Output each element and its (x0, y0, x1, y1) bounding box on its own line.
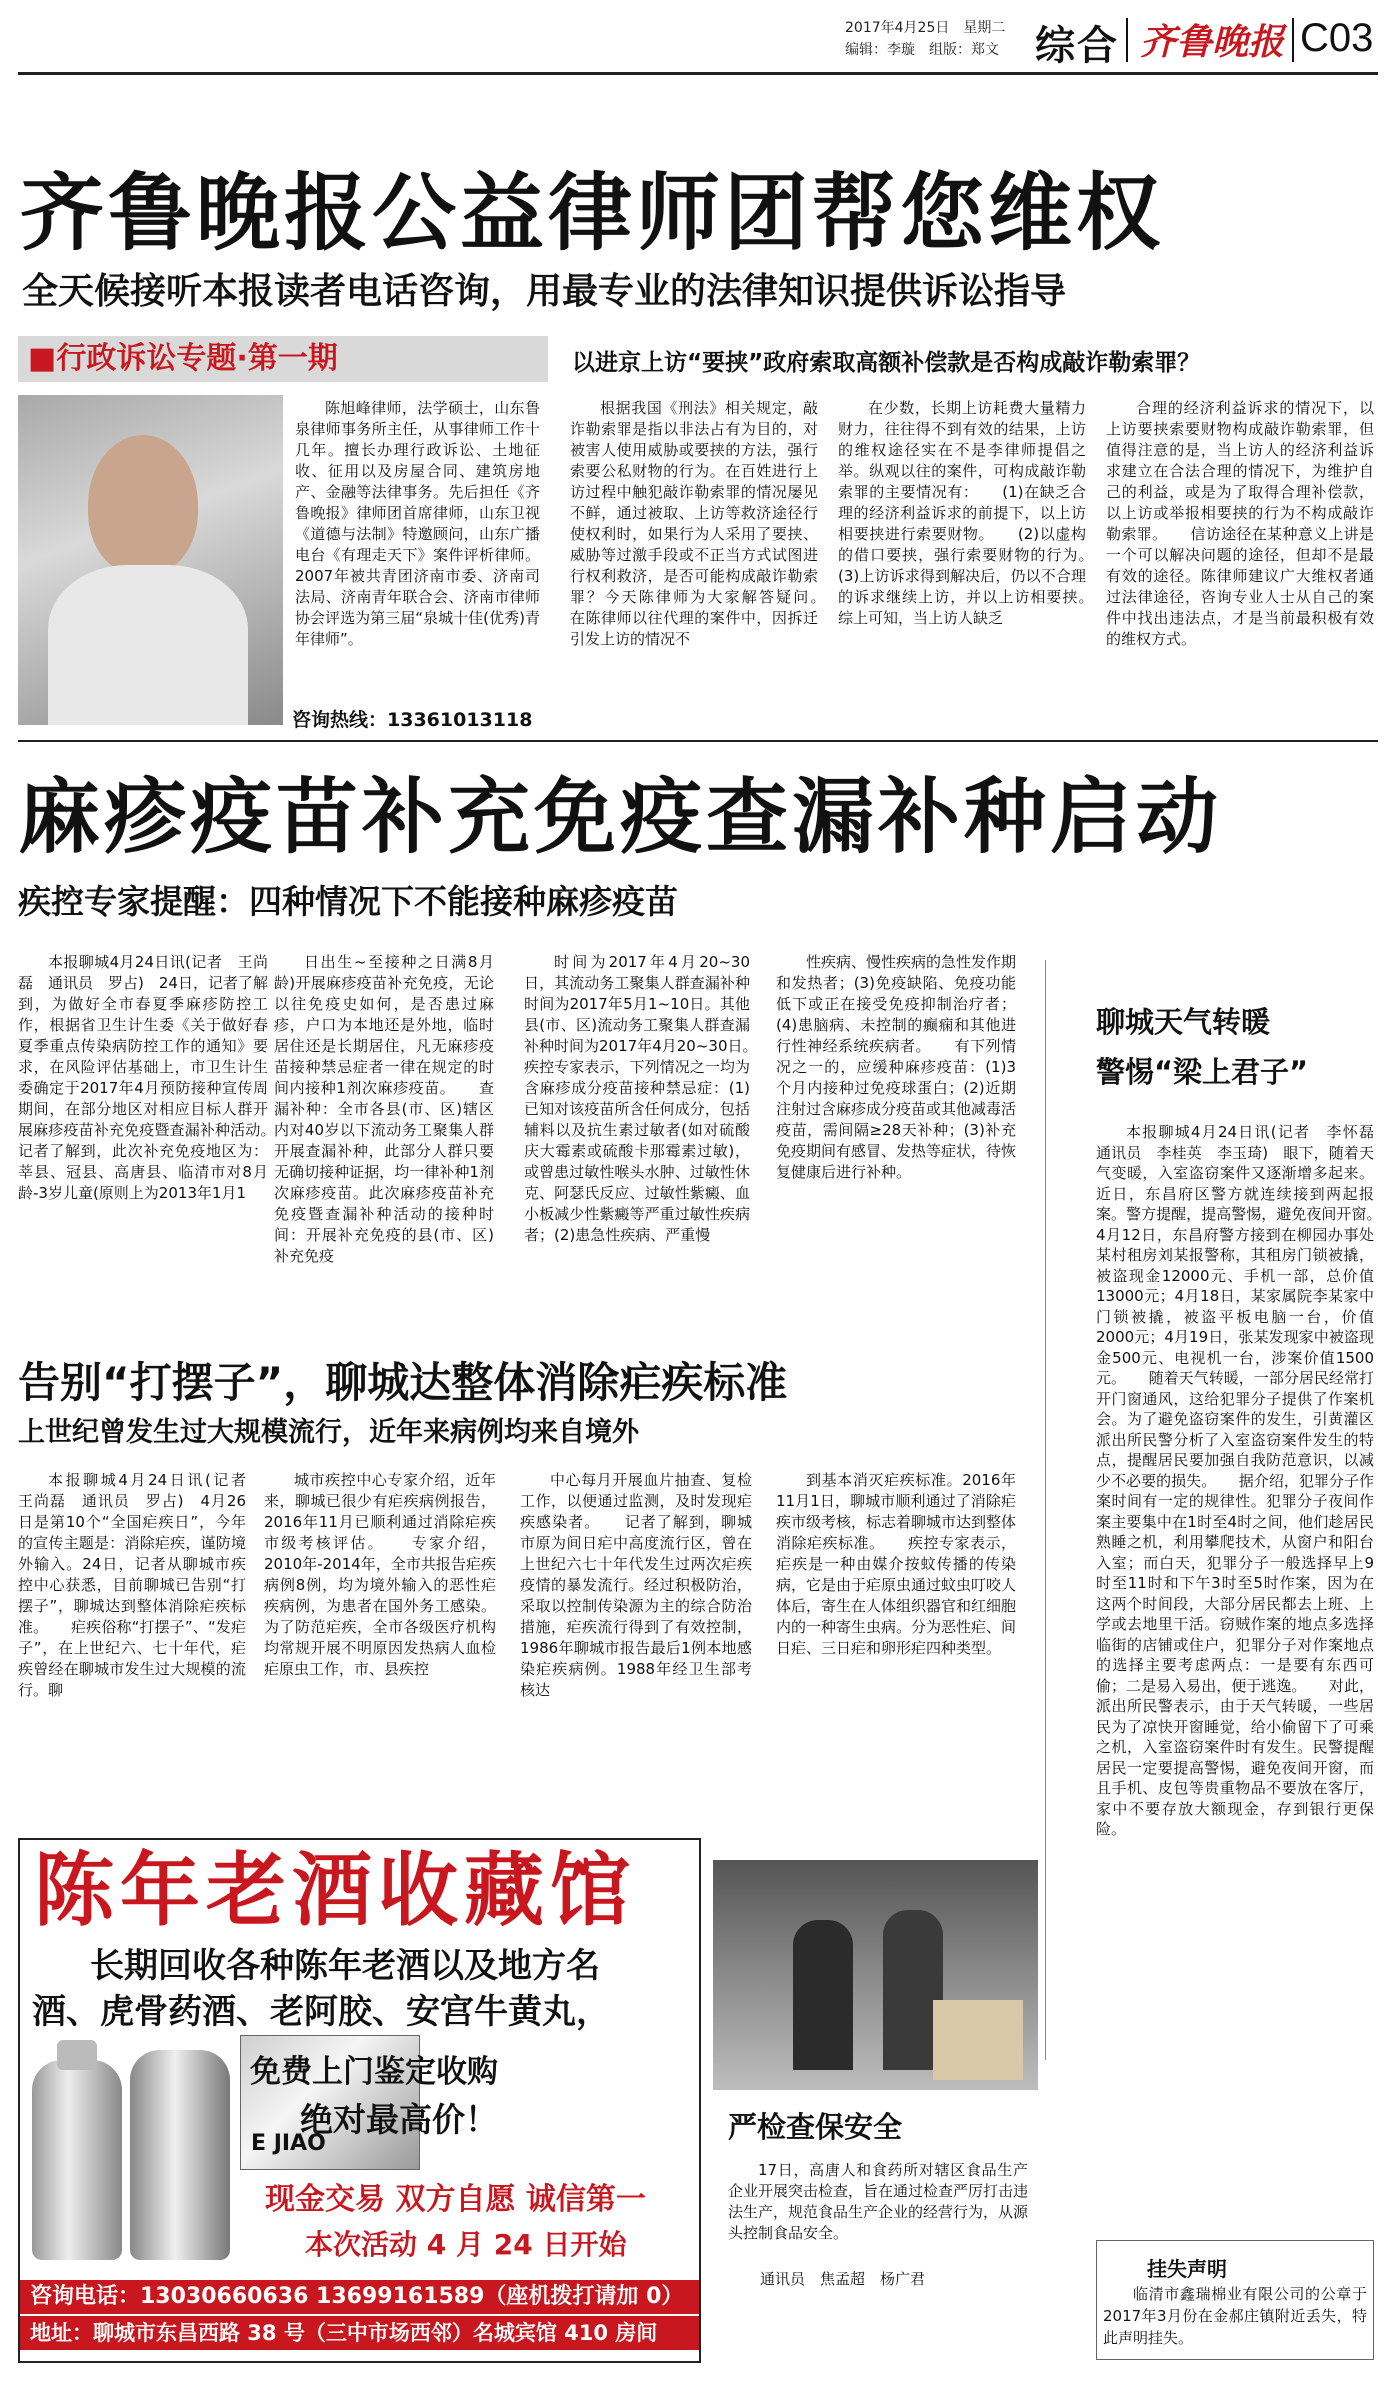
measles-headline: 麻疹疫苗补充免疫查漏补种启动 (18, 770, 1223, 865)
header-divider (1126, 18, 1128, 62)
ad-phone: 咨询电话：13030660636 13699161589（座机拨打请加 0） (20, 2280, 699, 2314)
inspection-credit: 通讯员 焦孟超 杨广君 (760, 2270, 926, 2288)
malaria-subhead: 上世纪曾发生过大规模流行，近年来病例均来自境外 (18, 1417, 639, 1448)
header-divider (1292, 18, 1294, 62)
lawyer-col-2: 在少数，长期上访耗费大量精力财力，往往得不到有效的结果，上访的维权途径实在不是李律师提倡之举。纵观以往的案件，可构成敲诈勒索罪的主要情况有： (1)在缺乏合理的经济利益诉求的前提下，以上访相要挟进行索要财物。 (2)以虚构的借口要挟，强行索要财物的行为。 (3)上访诉求得到解决后，仍以不合理的诉求继续上访，并以上访相要挟。 综上可知，当上访人缺乏 (838, 399, 1086, 627)
liquor-ad (18, 1838, 701, 2363)
section-rule (18, 740, 1378, 742)
lost-notice (1096, 2240, 1374, 2360)
ad-line-1: 长期回收各种陈年老酒以及地方名 (90, 1946, 600, 1986)
notice-body: 临清市鑫瑞棉业有限公司的公章于2017年3月份在金郝庄镇附近丢失，特此声明挂失。 (1103, 2285, 1367, 2347)
lawyer-photo (18, 395, 283, 725)
malaria-col-4: 到基本消灭疟疾标准。2016年11月1日，聊城市顺利通过了消除疟疾市级考核，标志着聊城市达到整体消除疟疾标准。 疾控专家表示，疟疾是一种由媒介按蚊传播的传染病，它是由于疟原虫通过蚊虫叮咬人体后，寄生在人体组织器官和红细胞内的一种寄生虫病。分为恶性疟、间日疟、三日疟和卵形疟四种类型。 (776, 1471, 1016, 1657)
inspection-body: 17日，高唐人和食药所对辖区食品生产企业开展突击检查，旨在通过检查严厉打击违法生产，规范食品生产企业的经营行为，从源头控制食品安全。 (728, 2161, 1028, 2242)
liquor-bottle (32, 2060, 122, 2260)
lawyer-question: 以进京上访“要挟”政府索取高额补偿款是否构成敲诈勒索罪？ (572, 350, 1201, 376)
weather-title-2: 警惕“梁上君子” (1096, 1055, 1309, 1089)
section-name: 综合 (1035, 23, 1119, 69)
column-divider (1045, 960, 1046, 2060)
measles-col-3: 时间为2017年4月20~30日，其流动务工聚集人群查漏补种时间为2017年5月1~10日。其他县(市、区)流动务工聚集人群查漏补种时间为2017年4月20~30日。 疾控专家表示，下列情况之一均为含麻疹成分疫苗接种禁忌症：(1)已知对该疫苗所含任何成分，包括辅料以及抗生素过敏者(如对硫酸庆大霉素或硫酸卡那霉素过敏)，或曾患过敏性喉头水肿、过敏性休克、阿瑟氏反应、过敏性紫癜、血小板减少性紫癜等严重过敏性疾病者；(2)患急性疾病、严重慢 (524, 953, 750, 1244)
lawyer-headline: 齐鲁晚报公益律师团帮您维权 (20, 164, 1165, 262)
bottle-cap (57, 2040, 97, 2070)
boxes (933, 2000, 1023, 2080)
lawyer-hotline: 咨询热线：13361013118 (292, 709, 533, 731)
header-rule (18, 72, 1378, 75)
malaria-col-1: 本报聊城4月24日讯(记者 王尚磊 通讯员 罗占) 4月26日是第10个“全国疟疾日”，今年的宣传主题是：消除疟疾，谨防境外输入。24日，记者从聊城市疾控中心获悉，目前聊城已告别“打摆子”，聊城达到整体消除疟疾标准。 疟疾俗称“打摆子”、“发疟子”，在上世纪六、七十年代，疟疾曾经在聊城市发生过大规模的流行。聊 (18, 1471, 246, 1699)
notice-title: 挂失声明 (1147, 2257, 1227, 2281)
inspection-title: 严检查保安全 (728, 2110, 903, 2144)
weather-title-1: 聊城天气转暖 (1096, 1005, 1271, 1039)
portrait-shirt (48, 565, 248, 725)
liquor-bottle (130, 2050, 230, 2260)
measles-col-4: 性疾病、慢性疾病的急性发作期和发热者；(3)免疫缺陷、免疫功能低下或正在接受免疫抑制治疗者；(4)患脑病、未控制的癫痫和其他进行性神经系统疾病者。 有下列情况之一的，应缓种麻疹疫苗：(1)3个月内接种过免疫球蛋白；(2)近期注射过含麻疹成分疫苗或其他减毒活疫苗，需间隔≥28天补种；(3)补充免疫期间有感冒、发热等症状，待恢复健康后进行补种。 (776, 953, 1016, 1181)
measles-col-1: 本报聊城4月24日讯(记者 王尚磊 通讯员 罗占) 24日，记者了解到，为做好全市春夏季麻疹防控工作，根据省卫生计生委《关于做好春夏季重点传染病防控工作的通知》要求，在风险评估基础上，市卫生计生委确定于2017年4月预防接种宣传周期间，在部分地区对相应目标人群开展麻疹疫苗补充免疫暨查漏补种活动。 记者了解到，此次补充免疫地区为：莘县、冠县、高唐县、临清市对8月龄-3岁儿童(原则上为2013年1月1 (18, 953, 268, 1202)
lawyer-subhead: 全天候接听本报读者电话咨询，用最专业的法律知识提供诉讼指导 (22, 271, 1067, 312)
malaria-col-2: 城市疾控中心专家介绍，近年来，聊城已很少有疟疾病例报告，2016年11月已顺利通过消除疟疾市级考核评估。 专家介绍，2010年-2014年，全市共报告疟疾病例8例，均为境外输入的恶性疟疾病例，为患者在国外务工感染。为了防范疟疾，全市各级医疗机构均常规开展不明原因发热病人血检疟原虫工作，市、县疾控 (264, 1471, 496, 1678)
ejiao-box-label: E JIAO (251, 2131, 326, 2156)
ad-red-2: 本次活动 4 月 24 日开始 (305, 2228, 627, 2261)
editor-credit: 编辑：李璇 组版：郑文 (845, 42, 999, 58)
weather-body: 本报聊城4月24日讯(记者 李怀磊 通讯员 李桂英 李玉琦) 眼下，随着天气变暖，入室盗窃案件又逐渐增多起来。近日，东昌府区警方就连续接到两起报案。警方提醒，提高警惕，避免夜间开窗。 4月12日，东昌府警方接到在柳园办事处某村租房刘某报警称，其租房门锁被撬，被盗现金12000元、手机一部，总价值13000元；4月18日，某家属院李某家中门锁被撬，被盗平板电脑一台，价值2000元；4月19日，张某发现家中被盗现金500元、电视机一台，涉案价值1500元。 随着天气转暖，一部分居民经常打开门窗通风，这给犯罪分子提供了作案机会。为了避免盗窃案件的发生，引黄灌区派出所民警分析了入室盗窃案件发生的特点，提醒居民要加强自我防范意识，以减少不必要的损失。 据介绍，犯罪分子作案时间有一定的规律性。犯罪分子夜间作案主要集中在1时至4时之间，他们趁居民熟睡之机，利用攀爬技术，从窗户和阳台入室；而白天，犯罪分子一般选择早上9时至11时和下午3时至5时作案，因为在这两个时间段，大部分居民都去上班、上学或去地里干活。窃贼作案的地点多选择临街的店铺或住户，犯罪分子对作案地点的选择主要考虑两点：一是要有东西可偷；二是易入易出，便于逃逸。 对此，派出所民警表示，由于天气转暖，一些居民为了凉快开窗睡觉，给小偷留下了可乘之机，入室盗窃案件时有发生。民警提醒居民一定要提高警惕，避免夜间开窗，而且手机、皮包等贵重物品不要放在客厅，家中不要存放大额现金，存到银行更保险。 (1096, 1123, 1374, 1838)
lawyer-col-3: 合理的经济利益诉求的情况下，以上访要挟索要财物构成敲诈勒索罪，但值得注意的是，当上访人的经济利益诉求建立在合法合理的情况下，为维护自己的利益，或是为了取得合理补偿款，以上访或举报相要挟的行为不构成敲诈勒索罪。 信访途径在某种意义上讲是一个可以解决问题的途径，但却不是最有效的途径。陈律师建议广大维权者通过法律途径，咨询专业人士从自己的案件中找出违法点，才是当前最积极有效的维权方式。 (1106, 399, 1374, 648)
ad-line-2: 酒、虎骨药酒、老阿胶、安宫牛黄丸， (32, 1992, 610, 2032)
malaria-col-3: 中心每月开展血片抽查、复检工作，以便通过监测，及时发现疟疾感染者。 记者了解到，聊城市原为间日疟中高度流行区，曾在上世纪六七十年代发生过两次疟疾疫情的暴发流行。经过积极防治，采取以控制传染源为主的综合防治措施，疟疾流行得到了有效控制，1986年聊城市报告最后1例本地感染疟疾病例。1988年经卫生部考核达 (520, 1471, 752, 1699)
ad-title: 陈年老酒收藏馆 (34, 1844, 636, 1937)
column-tag: ■行政诉讼专题·第一期 (18, 336, 548, 382)
measles-col-2: 日出生~至接种之日满8月龄)开展麻疹疫苗补充免疫，无论以往免疫史如何，是否患过麻疹，户口为本地还是外地，临时居住还是长期居住，凡无麻疹疫苗接种禁忌症者一律在规定的时间内接种1剂次麻疹疫苗。 查漏补种：全市各县(市、区)辖区内对40岁以下流动务工聚集人群开展查漏补种，此部分人群只要无确切接种证据，均一律补种1剂次麻疹疫苗。此次麻疹疫苗补充免疫暨查漏补种活动的接种时间：开展补充免疫的县(市、区)补充免疫 (274, 953, 494, 1265)
lawyer-col-1: 根据我国《刑法》相关规定，敲诈勒索罪是指以非法占有为目的，对被害人使用威胁或要挟的方法，强行索要公私财物的行为。在百姓进行上访过程中触犯敲诈勒索罪的情况屡见不鲜，通过被取、上访等救济途径行使权利时，如果行为人采用了要挟、威胁等过激手段或不正当方式试图进行权利救济，是否可能构成敲诈勒索罪？今天陈律师为大家解答疑问。 在陈律师以往代理的案件中，因拆迁引发上访的情况不 (570, 399, 818, 648)
measles-subhead: 疾控专家提醒：四种情况下不能接种麻疹疫苗 (18, 882, 678, 921)
ad-line-4: 绝对最高价！ (300, 2100, 498, 2139)
lawyer-bio: 陈旭峰律师，法学硕士，山东鲁泉律师事务所主任，从事律师工作十几年。擅长办理行政诉讼、土地征收、征用以及房屋合同、建筑房地产、金融等法律事务。先后担任《齐鲁晚报》律师团首席律师，山东卫视《道德与法制》特邀顾问，山东广播电台《有理走天下》案件评析律师。2007年被共青团济南市委、济南司法局、济南青年联合会、济南市律师协会评选为第三届“泉城十佳(优秀)青年律师”。 (295, 399, 540, 648)
portrait-face (88, 435, 198, 575)
ad-line-3: 免费上门鉴定收购 (250, 2054, 498, 2090)
malaria-headline: 告别“打摆子”，聊城达整体消除疟疾标准 (18, 1358, 788, 1407)
inspector-figure (793, 1920, 853, 2070)
newspaper-logo: 齐鲁晚报 (1140, 21, 1285, 63)
issue-date: 2017年4月25日 星期二 (845, 20, 1006, 36)
inspection-photo (713, 1860, 1038, 2090)
ad-address: 地址：聊城市东昌西路 38 号（三中市场西邻）名城宾馆 410 房间 (20, 2316, 699, 2350)
page-number: C03 (1300, 16, 1374, 60)
ad-red-1: 现金交易 双方自愿 诚信第一 (265, 2182, 646, 2217)
